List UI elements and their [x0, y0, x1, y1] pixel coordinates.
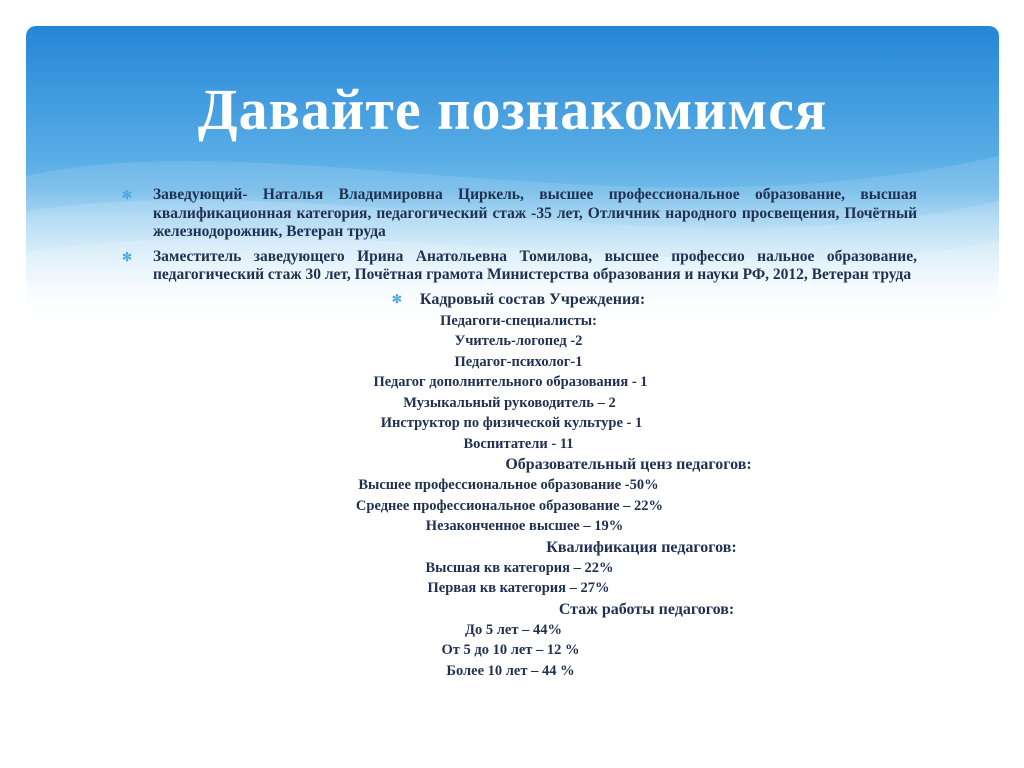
staff-item: Педагог-психолог-1 [454, 353, 583, 370]
slide-title: Давайте познакомимся [197, 77, 828, 142]
qualification-heading: Квалификация педагогов: [546, 538, 737, 556]
education-heading: Образовательный ценз педагогов: [505, 456, 752, 473]
staff-heading [120, 289, 917, 311]
star-bullet-icon: ✻ [391, 291, 402, 306]
staff-item: Педагоги-специалисты: [440, 312, 597, 329]
qualification-item: Высшая кв категория – 22% [425, 559, 614, 576]
staff-item: Воспитатели - 11 [463, 435, 574, 452]
bullet-director [120, 186, 917, 242]
slide-content [120, 186, 917, 681]
experience-item: От 5 до 10 лет – 12 % [441, 642, 580, 658]
staff-item: Учитель-логопед -2 [454, 333, 583, 349]
education-item: Среднее профессиональное образование – 22% [355, 497, 664, 514]
bullet-deputy [120, 248, 917, 285]
education-item: Незаконченное высшее – 19% [425, 518, 624, 534]
experience-item: Более 10 лет – 44 % [446, 662, 575, 679]
staff-item: Инструктор по физической культуре - 1 [380, 415, 643, 431]
bullet-text: Заведующий- Наталья Владимировна Циркель, высшее профессиональное образование, высшая квалификационная категория, педагогический стаж -35 лет, Отличник народного просвещения, Почётный железнодорожник, Ветеран труда [153, 186, 917, 240]
staff-heading-text: Кадровый состав Учреждения: [419, 290, 646, 308]
bullet-text: Заместитель заведующего Ирина Анатольевна Томилова, высшее профессио нальное образование, педагогический стаж 30 лет, Почётная грамота Министерства образования и науки РФ, 2012, Ветеран труда [153, 247, 917, 283]
education-item: Высшее профессиональное образование -50% [358, 477, 659, 493]
qualification-item: Первая кв категория – 27% [427, 580, 610, 596]
staff-item: Музыкальный руководитель – 2 [403, 394, 616, 411]
staff-item: Педагог дополнительного образования - 1 [373, 374, 648, 390]
experience-item: До 5 лет – 44% [465, 621, 562, 638]
experience-heading: Стаж работы педагогов: [558, 600, 735, 618]
star-bullet-icon: ✻ [122, 249, 133, 264]
star-bullet-icon: ✻ [122, 188, 133, 202]
